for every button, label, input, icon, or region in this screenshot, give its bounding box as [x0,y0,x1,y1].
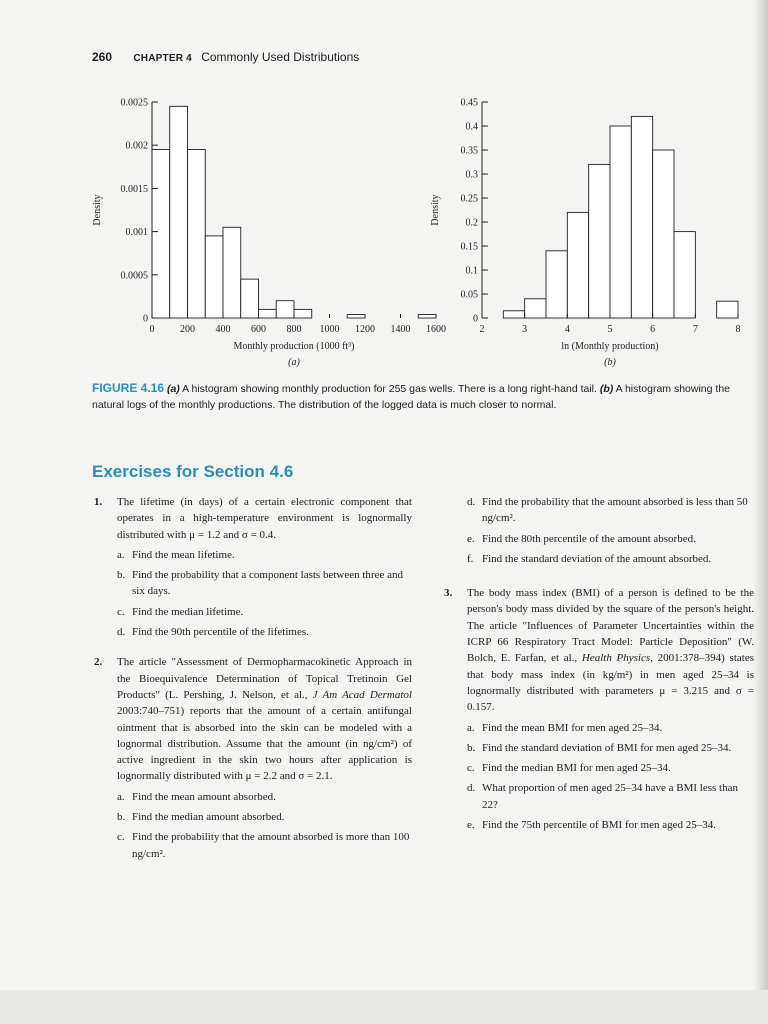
y-tick-label: 0.1 [465,265,478,277]
histogram-b [420,85,760,375]
exercise-2 [92,654,412,862]
exercise-part [467,720,754,736]
x-tick-label: 600 [251,324,266,335]
histogram-bar [674,232,695,318]
histogram-bar [567,212,588,318]
x-axis-label: Monthly production (1000 ft³) [233,341,355,352]
x-tick-label: 4 [564,324,570,335]
exercise-1 [92,494,412,640]
figure-caption [92,380,752,413]
part-label: e. [467,819,475,832]
histogram-bar [188,150,206,318]
exercise-text [117,654,412,784]
exercise-part [117,567,412,600]
y-tick-label: 0.05 [460,289,478,301]
exercise-number: 1. [94,496,103,508]
part-label: c. [117,831,125,844]
histogram-bar [223,227,241,318]
y-tick-label: 0.25 [460,193,478,205]
exercise-text-part: , 2001:378–394) states that body mass index (in kg/m²) in men aged 25–34 is lognormally distributed with parameters μ = 3.215 and σ = 0.157. [467,652,754,714]
exercise-parts [117,789,412,862]
part-label: b. [117,811,126,824]
journal-name: J Am Acad Dermatol [312,688,412,701]
histogram-bar [152,150,170,318]
figure-label: FIGURE 4.16 [92,381,165,395]
part-label: d. [467,782,476,795]
part-text: Find the probability that the amount absorbed is less than 50 ng/cm². [482,496,748,525]
x-tick-label: 8 [735,324,741,335]
exercise-part [467,551,754,567]
x-axis-label: ln (Monthly production) [561,341,659,352]
chapter-title: Commonly Used Distributions [201,50,360,64]
part-text: Find the median BMI for men aged 25–34. [482,762,671,775]
histogram-bar [653,150,674,318]
page-bottom-margin [0,990,768,1024]
y-tick-label: 0 [473,313,478,325]
part-text: Find the standard deviation of BMI for men aged 25–34. [482,741,732,754]
chapter-label: CHAPTER 4 [133,53,192,64]
part-label: e. [467,532,475,545]
journal-name: Health Physics [581,652,651,665]
left-column [92,494,412,876]
y-tick-label: 0.45 [460,97,478,109]
part-text: Find the 90th percentile of the lifetimes. [132,626,309,639]
part-label: b. [117,569,126,582]
x-tick-label: 1200 [355,324,375,335]
exercise-text-part: 2003:740–751) reports that the amount of a certain antifungal ointment that is absorbed into the skin can be modeled with a lognormal distribution. Assume that the amount (in ng/cm²) of active ingredient in the skin two hours after application is lognormally distributed with μ = 2.2 and σ = 2.1. [117,705,412,783]
histogram-bar [717,301,738,318]
y-tick-label: 0.35 [460,145,478,157]
part-text: Find the 80th percentile of the amount absorbed. [482,532,696,545]
y-tick-label: 0.15 [460,241,478,253]
x-tick-label: 3 [522,324,528,335]
y-tick-label: 0.4 [465,121,478,133]
panel-label: (b) [604,357,616,368]
y-tick-label: 0.0015 [120,183,148,195]
exercise-part [117,789,412,805]
x-tick-label: 7 [692,324,698,335]
histogram-a [0,85,446,375]
exercise-parts [117,547,412,640]
x-tick-label: 1000 [319,324,340,335]
caption-part-a-text: A histogram showing monthly production for 255 gas wells. There is a long right-hand tail. [179,383,600,395]
histogram-bar [347,315,365,318]
part-text: What proportion of men aged 25–34 have a BMI less than 22? [482,782,738,811]
exercise-part [467,740,754,756]
x-tick-label: 400 [215,324,231,335]
x-tick-label: 0 [149,324,155,335]
exercise-part [117,829,412,862]
y-tick-label: 0.2 [465,217,478,229]
exercise-text-part: The article "Assessment of Dermopharmacokinetic Approach in the Bioequivalence Determination of Topical Tretinoin Gel Products" (L. Pershing, J. Nelson, et al., [117,656,412,701]
x-tick-label: 6 [650,324,656,335]
part-label: d. [467,496,476,508]
part-label: f. [467,552,474,565]
part-label: d. [117,626,126,639]
exercise-number: 2. [94,656,103,669]
exercise-part [467,760,754,776]
histogram-bar [631,116,652,318]
histogram-bar [294,309,312,318]
x-tick-label: 800 [286,324,302,335]
right-column [442,494,754,847]
panel-label: (a) [288,357,300,368]
histogram-bar [610,126,631,318]
part-label: a. [117,548,125,561]
caption-part-b-label: (b) [599,383,614,395]
y-axis-label: Density [92,194,103,226]
exercise-text [467,585,754,715]
x-tick-label: 2 [479,324,485,335]
histogram-bar [525,299,546,318]
exercise-number: 3. [444,587,453,600]
exercise-part [117,809,412,825]
exercise-part [467,780,754,813]
y-axis-label: Density [430,194,441,226]
part-label: b. [467,741,476,754]
part-text: Find the probability that the amount absorbed is more than 100 ng/cm². [132,831,410,860]
histogram-bar [503,311,524,318]
exercise-text-part: The body mass index (BMI) of a person is defined to be the person's body mass divided by the square of the person's height. The article "Influences of Parameter Uncertainties within the ICRP 66 Respiratory Tract Model: Particle Deposition" (W. Bolch, E. Farfan, et al., [467,587,754,665]
exercise-part [117,547,412,563]
exercise-part [467,817,754,833]
part-text: Find the mean BMI for men aged 25–34. [482,721,663,734]
x-tick-label: 200 [180,324,195,335]
part-text: Find the 75th percentile of BMI for men aged 25–34. [482,819,717,832]
exercise-part [117,604,412,620]
histogram-bar [241,279,259,318]
part-label: c. [467,762,475,775]
y-tick-label: 0.3 [465,169,478,181]
y-tick-label: 0.001 [125,227,148,239]
part-text: Find the standard deviation of the amount absorbed. [482,552,712,565]
exercise-part [467,494,754,527]
section-title: Exercises for Section 4.6 [92,462,294,481]
running-header [92,50,359,64]
x-tick-label: 1600 [426,324,446,335]
y-tick-label: 0.002 [125,140,148,152]
part-label: a. [467,721,475,734]
part-label: a. [117,790,125,803]
exercise-3 [442,585,754,833]
exercise-text: The lifetime (in days) of a certain electronic component that operates in a high-temperature environment is lognormally distributed with μ = 1.2 and σ = 0.4. [117,496,412,541]
histogram-bar [259,309,277,318]
histogram-bar [546,251,567,318]
x-tick-label: 1400 [390,324,411,335]
histogram-bar [589,164,610,318]
y-tick-label: 0.0025 [120,97,148,109]
part-text: Find the mean lifetime. [132,548,235,561]
caption-part-b-text: A histogram showing the natural logs of the monthly productions. The distribution of the logged data is much closer to normal. [92,383,731,411]
part-text: Find the probability that a component lasts between three and six days. [132,569,403,598]
exercise-part [117,624,412,640]
caption-part-a-label: (a) [166,383,180,395]
part-text: Find the median amount absorbed. [132,811,285,824]
y-tick-label: 0.0005 [120,270,148,282]
exercise-part [467,531,754,547]
exercise-2-parts-continued [442,494,754,567]
part-text: Find the median lifetime. [132,605,244,618]
y-tick-label: 0 [143,313,148,325]
x-tick-label: 5 [607,324,613,335]
page-number: 260 [92,50,113,64]
exercise-parts [467,720,754,834]
histogram-bar [205,236,223,318]
histogram-bar [276,301,294,318]
part-label: c. [117,605,125,618]
histogram-bar [170,106,188,318]
part-text: Find the mean amount absorbed. [132,790,276,803]
